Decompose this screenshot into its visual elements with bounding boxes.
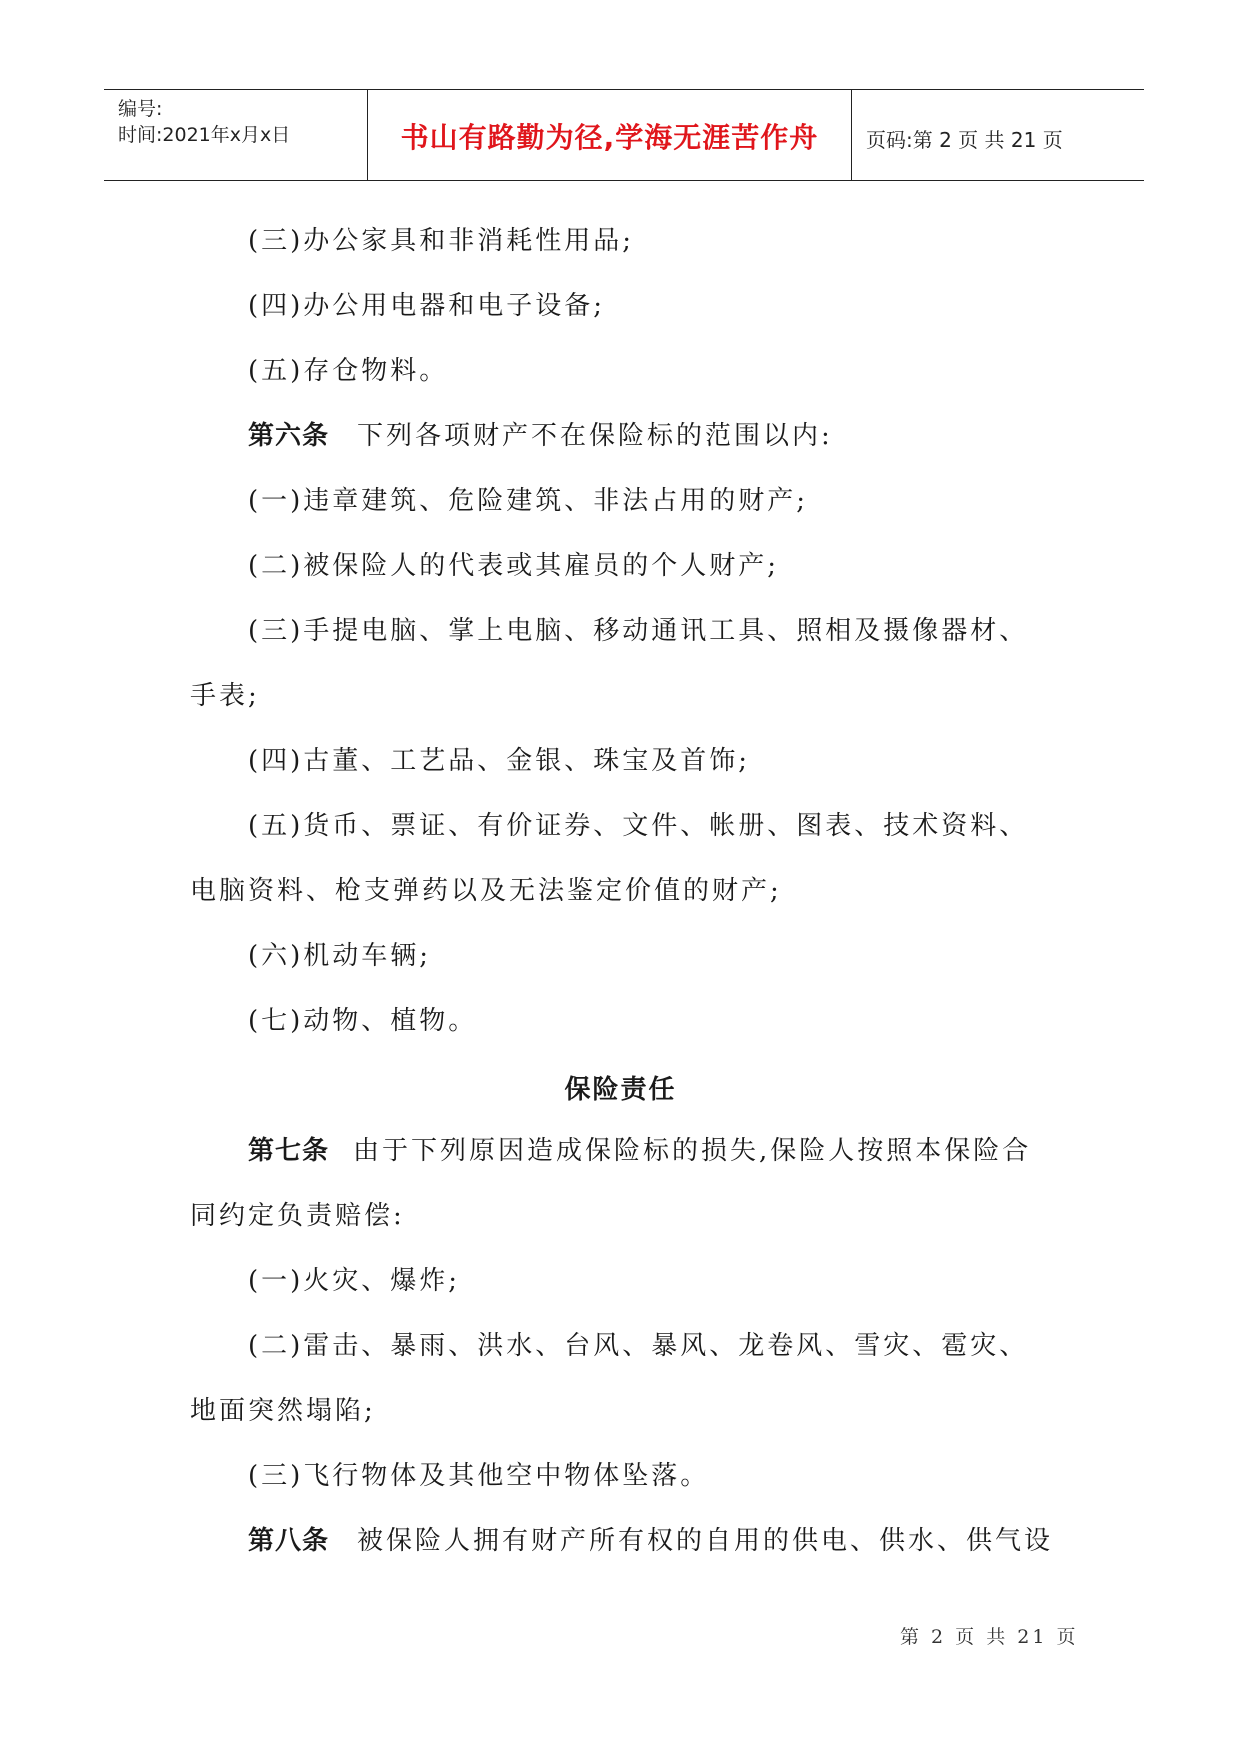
paragraph-line: (一)火灾、爆炸; [248, 1266, 461, 1296]
article-7-line [248, 1134, 1031, 1168]
paragraph-line: (六)机动车辆; [248, 941, 432, 971]
page-header [104, 89, 1144, 181]
article-7-text: 由于下列原因造成保险标的损失,保险人按照本保险合 [353, 1136, 1032, 1166]
paragraph-line: (五)货币、票证、有价证券、文件、帐册、图表、技术资料、 [248, 811, 1029, 841]
paragraph-line: (二)雷击、暴雨、洪水、台风、暴风、龙卷风、雪灾、雹灾、 [248, 1331, 1029, 1361]
header-middle-cell [368, 90, 852, 180]
header-page-label: 页码:第 2 页 共 21 页 [866, 128, 1063, 152]
paragraph-line: 地面突然塌陷; [190, 1396, 376, 1426]
page-footer: 第 2 页 共 21 页 [900, 1626, 1079, 1648]
paragraph-line: 手表; [190, 681, 260, 711]
article-8-title: 第八条 [248, 1526, 330, 1556]
article-8-line [248, 1524, 1053, 1558]
document-time-label: 时间:2021年x月x日 [118, 124, 291, 146]
header-right-cell [852, 90, 1144, 180]
paragraph-line: (四)办公用电器和电子设备; [248, 291, 606, 321]
header-left-cell [104, 90, 368, 180]
article-6-title: 第六条 [248, 421, 330, 451]
paragraph-line: (三)办公家具和非消耗性用品; [248, 226, 635, 256]
paragraph-line: (四)古董、工艺品、金银、珠宝及首饰; [248, 746, 751, 776]
paragraph-line: (三)飞行物体及其他空中物体坠落。 [248, 1461, 710, 1491]
header-motto: 书山有路勤为径,学海无涯苦作舟 [400, 121, 819, 154]
document-number-label: 编号: [118, 98, 163, 120]
article-6-text: 下列各项财产不在保险标的范围以内: [357, 421, 833, 451]
article-6-line [248, 419, 833, 453]
paragraph-line: 电脑资料、枪支弹药以及无法鉴定价值的财产; [190, 876, 782, 906]
paragraph-line: (二)被保险人的代表或其雇员的个人财产; [248, 551, 780, 581]
paragraph-line: (五)存仓物料。 [248, 356, 449, 386]
section-title: 保险责任 [564, 1075, 677, 1105]
paragraph-line: (一)违章建筑、危险建筑、非法占用的财产; [248, 486, 809, 516]
article-8-text: 被保险人拥有财产所有权的自用的供电、供水、供气设 [357, 1526, 1054, 1556]
paragraph-line: 同约定负责赔偿: [190, 1201, 405, 1231]
paragraph-line: (三)手提电脑、掌上电脑、移动通讯工具、照相及摄像器材、 [248, 616, 1029, 646]
paragraph-line: (七)动物、植物。 [248, 1006, 478, 1036]
article-7-title: 第七条 [248, 1136, 330, 1166]
